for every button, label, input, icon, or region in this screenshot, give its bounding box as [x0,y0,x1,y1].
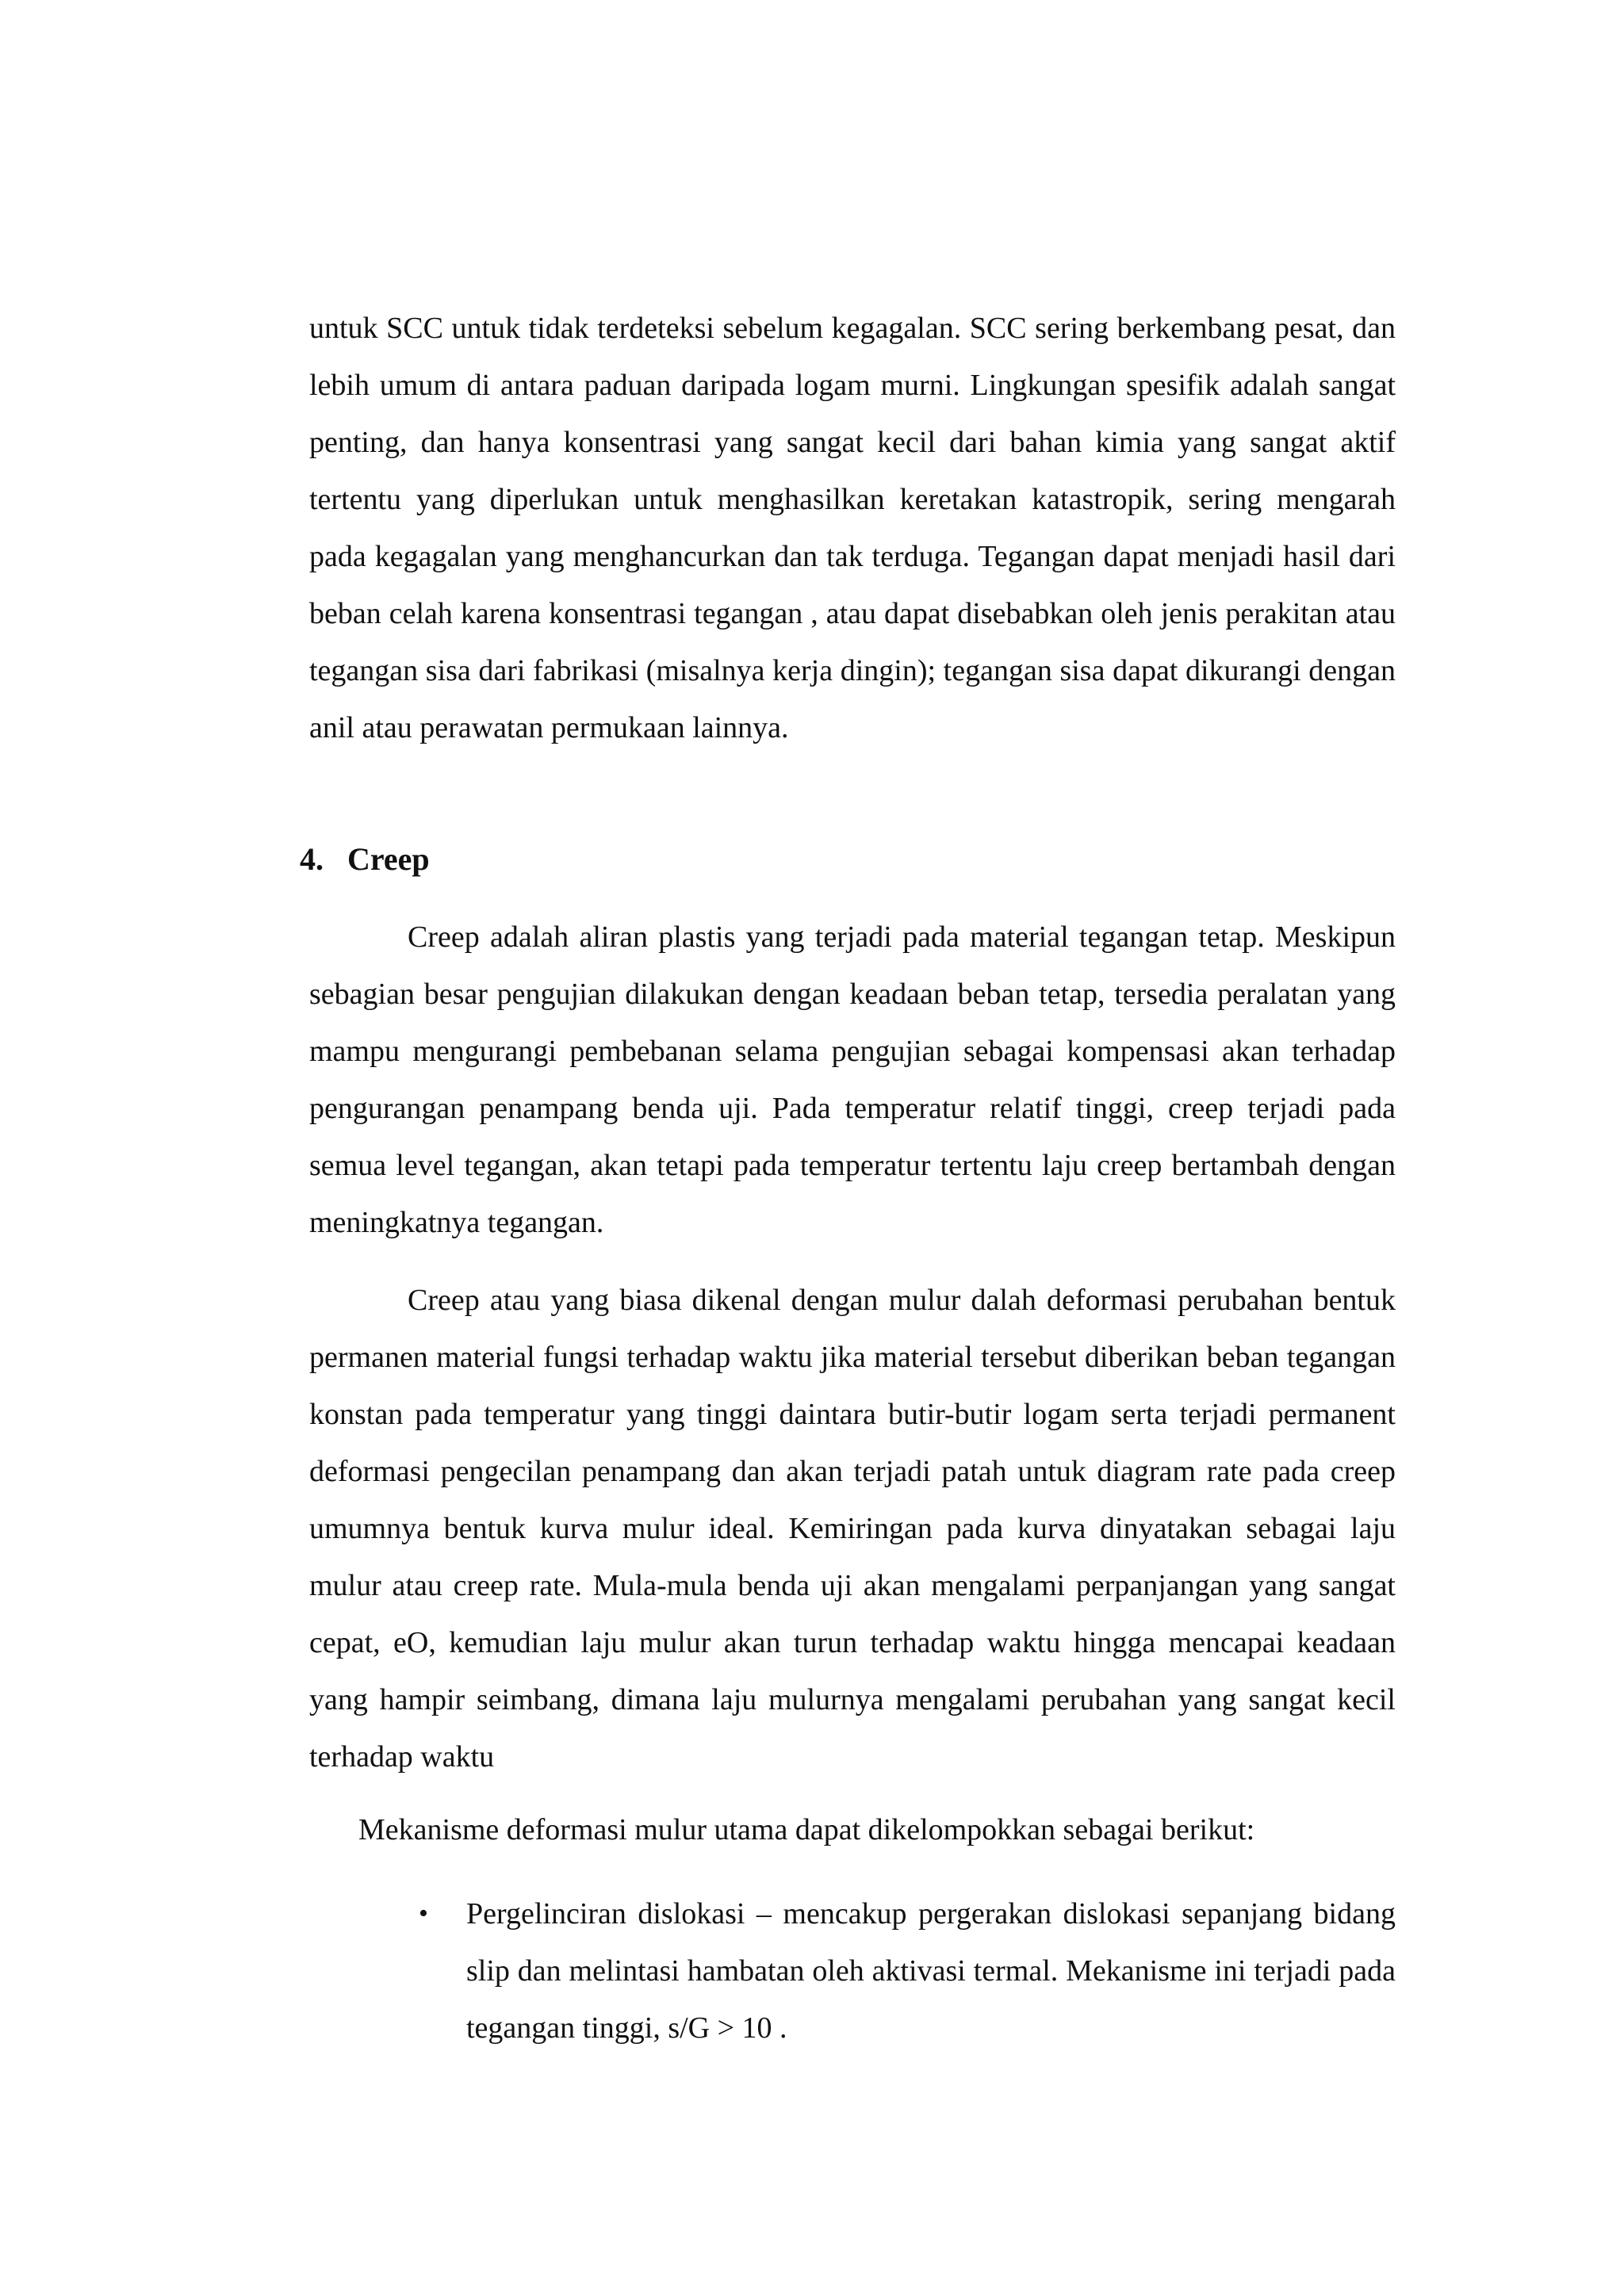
bullet-icon: • [419,1899,428,1928]
paragraph-creep-definition: Creep adalah aliran plastis yang terjadi pada material tegangan tetap. Meskipun sebagian besar pengujian dilakukan dengan keadaan beban tetap, tersedia peralatan yang mampu mengurangi pembebanan selama pengujian sebagai kompensasi akan terhadap pengurangan penampang benda uji. Pada temperatur relatif tinggi, creep terjadi pada semua level tegangan, akan tetapi pada temperatur tertentu laju creep bertambah dengan meningkatnya tegangan. [309,920,1396,1239]
mechanism-list [412,1885,1396,2057]
section-heading-creep [300,836,430,883]
paragraph-creep-description: Creep atau yang biasa dikenal dengan mulur dalah deformasi perubahan bentuk permanen material fungsi terhadap waktu jika material tersebut diberikan beban tegangan konstan pada temperatur yang tinggi daintara butir-butir logam serta terjadi permanent deformasi pengecilan penampang dan akan terjadi patah untuk diagram rate pada creep umumnya bentuk kurva mulur ideal. Kemiringan pada kurva dinyatakan sebagai laju mulur atau creep rate. Mula-mula benda uji akan mengalami perpanjangan yang sangat cepat, eO, kemudian laju mulur akan turun terhadap waktu hingga mencapai keadaan yang hampir seimbang, dimana laju mulurnya mengalami perubahan yang sangat kecil terhadap waktu [309,1284,1396,1774]
list-item-text: Pergelinciran dislokasi – mencakup pergerakan dislokasi sepanjang bidang slip dan melintasi hambatan oleh aktivasi termal. Mekanisme ini terjadi pada tegangan tinggi, s/G > 10 . [466,1897,1396,2045]
paragraph-scc-continued: untuk SCC untuk tidak terdeteksi sebelum kegagalan. SCC sering berkembang pesat, dan lebih umum di antara paduan daripada logam murni. Lingkungan spesifik adalah sangat penting, dan hanya konsentrasi yang sangat kecil dari bahan kimia yang sangat aktif tertentu yang diperlukan untuk menghasilkan keretakan katastropik, sering mengarah pada kegagalan yang menghancurkan dan tak terduga. Tegangan dapat menjadi hasil dari beban celah karena konsentrasi tegangan , atau dapat disebabkan oleh jenis perakitan atau tegangan sisa dari fabrikasi (misalnya kerja dingin); tegangan sisa dapat dikurangi dengan anil atau perawatan permukaan lainnya. [309,312,1396,744]
section-number: 4. [300,841,324,877]
section-title: Creep [347,841,430,877]
list-item [412,1885,1396,2057]
paragraph-mechanism-intro: Mekanisme deformasi mulur utama dapat dikelompokkan sebagai berikut: [358,1813,1255,1846]
